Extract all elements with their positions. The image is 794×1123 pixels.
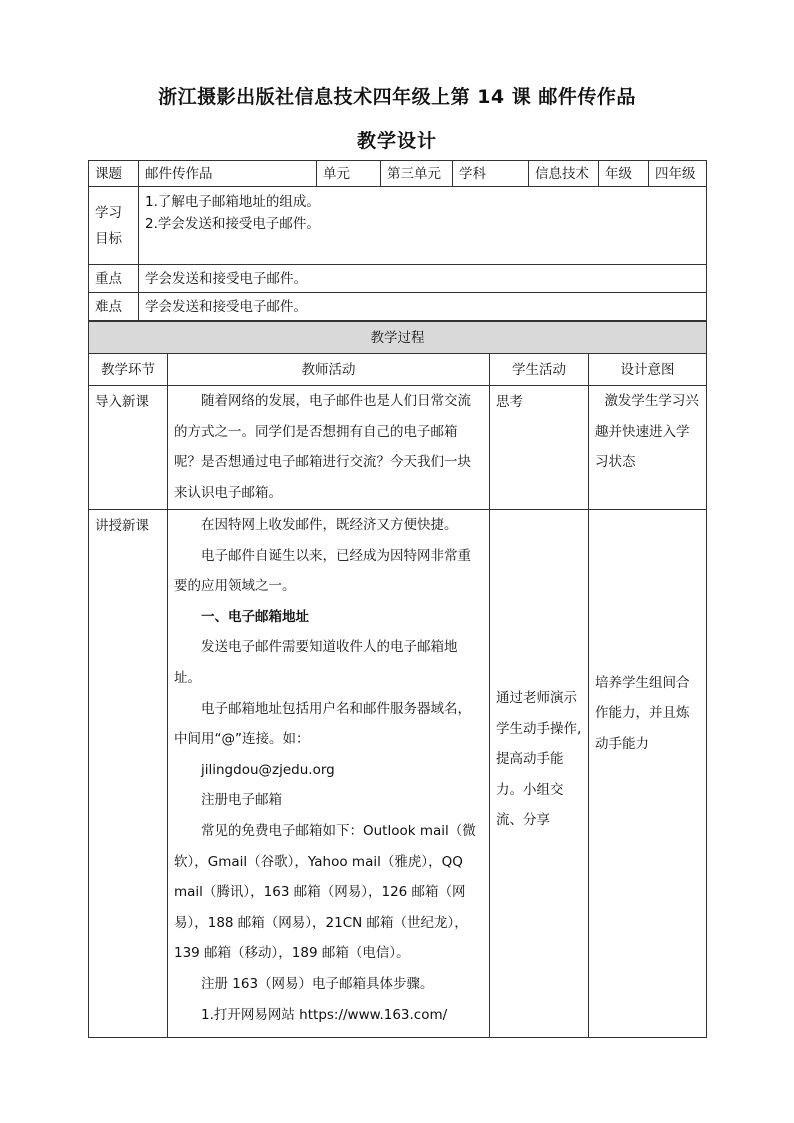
row1-teacher [168,386,490,510]
document-title: 浙江摄影出版社信息技术四年级上第 14 课 邮件传作品 [158,86,636,108]
row2-intent [589,510,707,1038]
row1-stage: 导入新课 [89,386,168,510]
value-goals [139,187,707,265]
col-stage: 教学环节 [89,354,168,386]
info-table [88,160,707,321]
row2-register-heading: 注册电子邮箱 [201,792,282,809]
row1-student: 思考 [490,386,589,510]
label-difficulty: 难点 [89,293,139,321]
label-goals [89,187,139,265]
col-intent: 设计意图 [589,354,707,386]
value-key-point: 学会发送和接受电子邮件。 [139,265,707,293]
row2-teacher [168,510,490,1038]
row1-teacher-text: 随着网络的发展，电子邮件也是人们日常交流的方式之一。同学们是否想拥有自己的电子邮箱呢？是否想通过电子邮箱进行交流？今天我们一块来认识电子邮箱。 [174,393,471,501]
value-grade: 四年级 [649,161,707,187]
row2-section-heading: 一、电子邮箱地址 [201,608,309,625]
row2-p8: 常见的免费电子邮箱如下：Outlook mail（微软），Gmail（谷歌），Yahoo mail（雅虎），QQ mail（腾讯），163 邮箱（网易），126 邮箱（网易），188 邮箱（网易），21CN 邮箱（世纪龙），139 邮箱（移动），189 邮箱（电信）。 [174,822,476,962]
row1-intent-text: 激发学生学习兴趣并快速进入学习状态 [595,393,699,471]
value-subject: 信息技术 [529,161,599,187]
value-keti: 邮件传作品 [139,161,317,187]
col-student: 学生活动 [490,354,589,386]
row2-p5: 电子邮箱地址包括用户名和邮件服务器域名，中间用“@”连接。如： [174,700,471,748]
process-header: 教学过程 [89,322,707,354]
label-goals-line2: 目标 [95,230,122,247]
row1-intent [589,386,707,510]
label-grade: 年级 [599,161,649,187]
label-key-point: 重点 [89,265,139,293]
row2-p2: 电子邮件自诞生以来，已经成为因特网非常重要的应用领域之一。 [174,547,471,595]
process-table [88,321,707,1038]
row2-p1: 在因特网上收发邮件，既经济又方便快捷。 [201,517,458,533]
label-subject: 学科 [453,161,529,187]
row2-student-text: 通过老师演示学生动手操作,提高动手能力。小组交流、分享 [496,690,582,829]
row2-intent-text: 培养学生组间合作能力，并且炼动手能力 [595,674,690,752]
row2-student [490,510,589,1038]
row2-email-example: jilingdou@zjedu.org [201,761,335,778]
goal-2: 2.学会发送和接受电子邮件。 [145,216,320,232]
col-teacher: 教师活动 [168,354,490,386]
value-difficulty: 学会发送和接受电子邮件。 [139,293,707,321]
value-unit: 第三单元 [381,161,453,187]
label-keti: 课题 [89,161,139,187]
row2-p4: 发送电子邮件需要知道收件人的电子邮箱地址。 [174,639,458,686]
goal-1: 1.了解电子邮箱地址的组成。 [145,194,320,210]
label-goals-line1: 学习 [95,204,122,221]
label-unit: 单元 [317,161,381,187]
row2-stage: 讲授新课 [89,510,168,1038]
row2-p10: 1.打开网易网站 https://www.163.com/ [201,1006,448,1023]
row2-p9: 注册 163（网易）电子邮箱具体步骤。 [201,975,434,992]
document-subtitle: 教学设计 [356,130,437,152]
